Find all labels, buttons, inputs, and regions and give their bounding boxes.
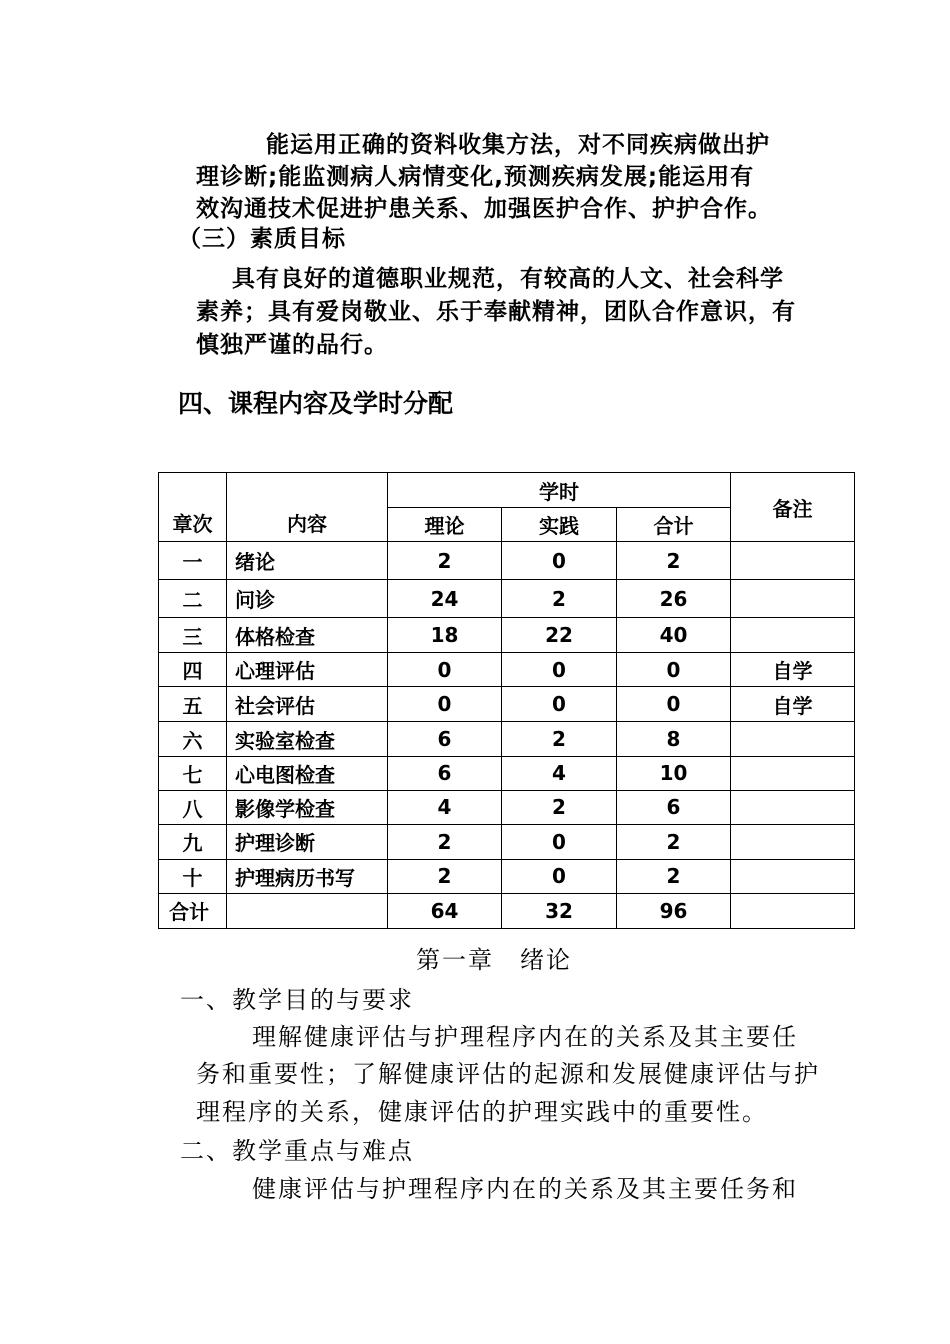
table-row	[159, 790, 855, 824]
ability-line-3: 效沟通技术促进护患关系、加强医护合作、护护合作。	[196, 196, 772, 222]
table-row	[159, 687, 855, 722]
header-theory: 理论	[388, 508, 502, 542]
table-row	[159, 824, 855, 859]
theory-total-cell: 64	[388, 893, 502, 928]
table-header-row	[159, 473, 855, 508]
content-cell: 社会评估	[227, 687, 388, 722]
ability-line-2: 理诊断;能监测病人病情变化,预测疾病发展;能运用有	[196, 164, 755, 190]
practice-cell: 0	[502, 687, 617, 722]
chapter-cell: 二	[159, 580, 227, 618]
theory-cell: 2	[388, 824, 502, 859]
chapter-cell: 九	[159, 824, 227, 859]
practice-cell: 0	[502, 824, 617, 859]
key-line-1: 健康评估与护理程序内在的关系及其主要任务和	[252, 1175, 798, 1203]
practice-cell: 2	[502, 790, 617, 824]
theory-cell: 18	[388, 618, 502, 653]
content-cell: 心电图检查	[227, 756, 388, 790]
practice-cell: 2	[502, 722, 617, 756]
table-total-row	[159, 893, 855, 928]
note-cell	[731, 790, 855, 824]
content-cell	[227, 893, 388, 928]
theory-cell: 6	[388, 722, 502, 756]
quality-line-1: 具有良好的道德职业规范，有较高的人文、社会科学	[232, 266, 784, 292]
total-cell: 6	[617, 790, 731, 824]
header-note: 备注	[731, 473, 855, 542]
theory-cell: 24	[388, 580, 502, 618]
total-cell: 2	[617, 824, 731, 859]
table-row	[159, 653, 855, 687]
section-heading: 四、课程内容及学时分配	[178, 389, 454, 418]
content-cell: 体格检查	[227, 618, 388, 653]
quality-heading: （三）素质目标	[178, 226, 346, 252]
note-cell: 自学	[731, 687, 855, 722]
table-row	[159, 722, 855, 756]
note-cell	[731, 824, 855, 859]
theory-cell: 2	[388, 542, 502, 580]
total-cell: 26	[617, 580, 731, 618]
practice-cell: 2	[502, 580, 617, 618]
total-cell: 8	[617, 722, 731, 756]
table-row	[159, 618, 855, 653]
chapter-cell: 四	[159, 653, 227, 687]
content-cell: 心理评估	[227, 653, 388, 687]
table-row	[159, 859, 855, 893]
practice-cell: 0	[502, 859, 617, 893]
chapter-cell: 一	[159, 542, 227, 580]
practice-total-cell: 32	[502, 893, 617, 928]
quality-line-3: 慎独严谨的品行。	[196, 332, 388, 358]
total-label-cell: 合计	[159, 893, 227, 928]
key-heading: 二、教学重点与难点	[180, 1137, 414, 1165]
total-cell: 40	[617, 618, 731, 653]
goal-line-2: 务和重要性；了解健康评估的起源和发展健康评估与护	[196, 1060, 820, 1088]
content-cell: 绪论	[227, 542, 388, 580]
goal-heading: 一、教学目的与要求	[180, 986, 414, 1014]
practice-cell: 22	[502, 618, 617, 653]
header-practice: 实践	[502, 508, 617, 542]
content-cell: 实验室检查	[227, 722, 388, 756]
content-cell: 问诊	[227, 580, 388, 618]
note-cell	[731, 859, 855, 893]
note-cell	[731, 722, 855, 756]
chapter-cell: 七	[159, 756, 227, 790]
practice-cell: 4	[502, 756, 617, 790]
table-row	[159, 756, 855, 790]
content-cell: 护理诊断	[227, 824, 388, 859]
total-cell: 2	[617, 542, 731, 580]
header-chapter: 章次	[159, 473, 227, 542]
theory-cell: 4	[388, 790, 502, 824]
note-cell: 自学	[731, 653, 855, 687]
goal-line-1: 理解健康评估与护理程序内在的关系及其主要任	[252, 1023, 798, 1051]
hours-table	[158, 472, 855, 929]
chapter-cell: 五	[159, 687, 227, 722]
practice-cell: 0	[502, 542, 617, 580]
chapter-title: 第一章 绪论	[416, 946, 572, 974]
table-row	[159, 542, 855, 580]
quality-line-2: 素养；具有爱岗敬业、乐于奉献精神，团队合作意识，有	[196, 299, 796, 325]
practice-cell: 0	[502, 653, 617, 687]
chapter-cell: 六	[159, 722, 227, 756]
total-cell: 10	[617, 756, 731, 790]
content-cell: 护理病历书写	[227, 859, 388, 893]
total-cell: 0	[617, 653, 731, 687]
header-hours: 学时	[388, 473, 731, 508]
total-cell: 2	[617, 859, 731, 893]
note-cell	[731, 580, 855, 618]
goal-line-3: 理程序的关系，健康评估的护理实践中的重要性。	[196, 1098, 768, 1126]
ability-line-1: 能运用正确的资料收集方法，对不同疾病做出护	[266, 132, 770, 158]
note-cell	[731, 542, 855, 580]
total-cell: 0	[617, 687, 731, 722]
note-cell	[731, 893, 855, 928]
content-cell: 影像学检查	[227, 790, 388, 824]
table-row	[159, 580, 855, 618]
note-cell	[731, 756, 855, 790]
header-content: 内容	[227, 473, 388, 542]
theory-cell: 6	[388, 756, 502, 790]
header-total: 合计	[617, 508, 731, 542]
theory-cell: 2	[388, 859, 502, 893]
chapter-cell: 八	[159, 790, 227, 824]
chapter-cell: 十	[159, 859, 227, 893]
grand-total-cell: 96	[617, 893, 731, 928]
theory-cell: 0	[388, 653, 502, 687]
chapter-cell: 三	[159, 618, 227, 653]
note-cell	[731, 618, 855, 653]
theory-cell: 0	[388, 687, 502, 722]
